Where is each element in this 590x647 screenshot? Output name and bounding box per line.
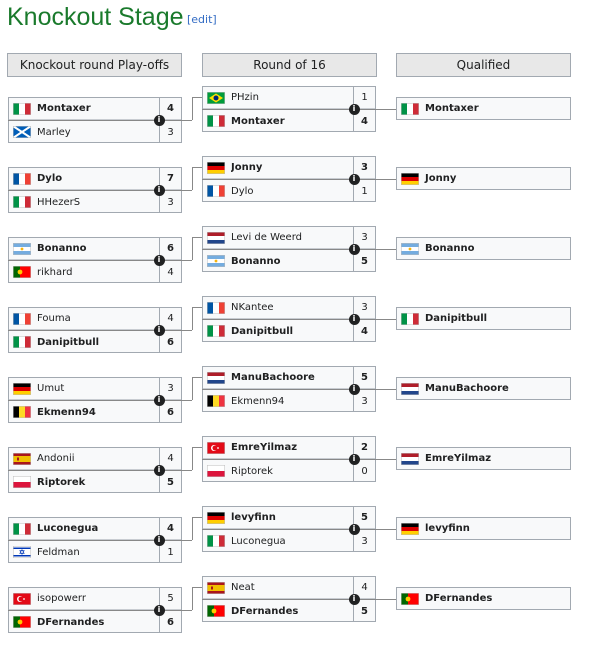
poland-flag-icon <box>13 476 31 488</box>
player-score: 4 <box>159 448 181 469</box>
connector-line <box>192 587 193 610</box>
france-flag-icon <box>13 173 31 185</box>
france-flag-icon <box>207 185 225 197</box>
connector-line <box>192 377 193 400</box>
portugal-flag-icon <box>401 593 419 605</box>
connector-line <box>192 167 193 190</box>
connector-line <box>192 447 202 448</box>
player-name[interactable]: Riptorek <box>231 465 273 477</box>
edit-link[interactable]: [edit] <box>187 13 217 26</box>
player-score: 3 <box>159 121 181 143</box>
netherlands-flag-icon <box>401 453 419 465</box>
turkey-flag-icon <box>13 593 31 605</box>
team-row <box>203 320 375 342</box>
player-score: 3 <box>353 390 375 412</box>
player-score: 4 <box>353 110 375 132</box>
qualified-team <box>396 447 571 470</box>
player-score: 1 <box>353 180 375 202</box>
player-name[interactable]: Feldman <box>37 546 80 558</box>
match-info-icon[interactable]: i <box>154 605 165 616</box>
portugal-flag-icon <box>13 616 31 628</box>
italy-flag-icon <box>13 103 31 115</box>
qualified-player-name[interactable]: Montaxer <box>425 103 479 114</box>
netherlands-flag-icon <box>207 232 225 244</box>
player-name[interactable]: NKantee <box>231 302 274 313</box>
player-name[interactable]: Andonii <box>37 453 75 464</box>
qualified-player-name[interactable]: EmreYilmaz <box>425 453 492 464</box>
brazil-flag-icon <box>207 92 225 104</box>
player-score: 0 <box>353 460 375 482</box>
france-flag-icon <box>207 302 225 314</box>
player-score: 3 <box>353 530 375 552</box>
player-score: 5 <box>353 507 375 528</box>
israel-flag-icon <box>13 546 31 558</box>
argentina-flag-icon <box>207 255 225 267</box>
match-info-icon[interactable]: i <box>349 524 360 535</box>
connector-line <box>192 167 202 168</box>
connector-line <box>376 459 396 460</box>
player-score: 4 <box>353 577 375 598</box>
italy-flag-icon <box>401 103 419 115</box>
scotland-flag-icon <box>13 126 31 138</box>
qualified-team <box>396 307 571 330</box>
player-score: 1 <box>159 541 181 563</box>
qualified-player-name[interactable]: ManuBachoore <box>425 383 509 394</box>
player-score: 4 <box>159 518 181 539</box>
player-score: 3 <box>353 157 375 178</box>
italy-flag-icon <box>13 196 31 208</box>
player-name[interactable]: isopowerr <box>37 593 86 604</box>
match-info-icon[interactable]: i <box>154 465 165 476</box>
player-name[interactable]: EmreYilmaz <box>231 442 298 453</box>
connector-line <box>192 97 193 120</box>
connector-line <box>376 179 396 180</box>
qualified-team <box>396 97 571 120</box>
qualified-player-name[interactable]: Jonny <box>425 173 457 184</box>
qualified-player-name[interactable]: Danipitbull <box>425 313 488 324</box>
belgium-flag-icon <box>207 395 225 407</box>
italy-flag-icon <box>13 523 31 535</box>
match-info-icon[interactable]: i <box>154 115 165 126</box>
team-row <box>203 530 375 552</box>
match-info-icon[interactable]: i <box>349 384 360 395</box>
player-score: 6 <box>159 238 181 259</box>
netherlands-flag-icon <box>401 383 419 395</box>
connector-line <box>182 540 192 541</box>
player-name[interactable]: Fouma <box>37 313 71 324</box>
player-score: 5 <box>353 250 375 272</box>
connector-line <box>192 377 202 378</box>
player-score: 4 <box>353 320 375 342</box>
match-info-icon[interactable]: i <box>349 244 360 255</box>
connector-line <box>182 120 192 121</box>
germany-flag-icon <box>207 162 225 174</box>
team-row <box>203 390 375 412</box>
argentina-flag-icon <box>401 243 419 255</box>
italy-flag-icon <box>207 325 225 337</box>
match-info-icon[interactable]: i <box>154 255 165 266</box>
team-row <box>203 110 375 132</box>
team-row <box>203 250 375 272</box>
connector-line <box>376 389 396 390</box>
connector-line <box>182 190 192 191</box>
match-info-icon[interactable]: i <box>154 325 165 336</box>
connector-line <box>182 400 192 401</box>
player-name[interactable]: Bonanno <box>231 255 281 267</box>
argentina-flag-icon <box>13 243 31 255</box>
player-name[interactable]: DFernandes <box>37 616 105 628</box>
match-info-icon[interactable]: i <box>349 174 360 185</box>
match-info-icon[interactable]: i <box>349 314 360 325</box>
player-name[interactable]: Montaxer <box>231 115 285 127</box>
spain-flag-icon <box>207 582 225 594</box>
connector-line <box>192 237 193 260</box>
connector-line <box>192 517 202 518</box>
player-name[interactable]: levyfinn <box>231 512 276 523</box>
connector-line <box>376 109 396 110</box>
connector-line <box>182 260 192 261</box>
player-name[interactable]: Umut <box>37 383 65 394</box>
connector-line <box>182 470 192 471</box>
connector-line <box>192 517 193 540</box>
poland-flag-icon <box>207 465 225 477</box>
belgium-flag-icon <box>13 406 31 418</box>
player-score: 3 <box>353 227 375 248</box>
player-score: 7 <box>159 168 181 189</box>
player-name[interactable]: HHezerS <box>37 196 81 208</box>
player-name[interactable]: Bonanno <box>37 243 87 254</box>
italy-flag-icon <box>401 313 419 325</box>
connector-line <box>192 307 202 308</box>
germany-flag-icon <box>13 383 31 395</box>
match-info-icon[interactable]: i <box>154 535 165 546</box>
player-score: 6 <box>159 331 181 353</box>
qualified-player-name[interactable]: DFernandes <box>425 593 493 604</box>
germany-flag-icon <box>401 523 419 535</box>
player-name[interactable]: Danipitbull <box>37 336 100 348</box>
player-score: 6 <box>159 611 181 633</box>
player-score: 1 <box>353 87 375 108</box>
connector-line <box>376 249 396 250</box>
player-name[interactable]: Levi de Weerd <box>231 232 302 243</box>
player-score: 2 <box>353 437 375 458</box>
player-score: 6 <box>159 401 181 423</box>
qualified-team <box>396 517 571 540</box>
match-info-icon[interactable]: i <box>154 395 165 406</box>
player-score: 4 <box>159 98 181 119</box>
player-name[interactable]: ManuBachoore <box>231 372 315 383</box>
header-playoffs: Knockout round Play-offs <box>7 53 182 77</box>
page-title: Knockout Stage <box>7 3 184 31</box>
player-name[interactable]: Danipitbull <box>231 325 294 337</box>
connector-line <box>182 330 192 331</box>
qualified-player-name[interactable]: Bonanno <box>425 243 475 254</box>
match-info-icon[interactable]: i <box>349 594 360 605</box>
germany-flag-icon <box>401 173 419 185</box>
connector-line <box>192 587 202 588</box>
qualified-team <box>396 237 571 260</box>
team-row <box>203 460 375 482</box>
team-row <box>203 180 375 202</box>
player-name[interactable]: PHzin <box>231 92 259 103</box>
connector-line <box>376 529 396 530</box>
connector-line <box>376 319 396 320</box>
player-name[interactable]: Ekmenn94 <box>231 395 285 407</box>
italy-flag-icon <box>207 535 225 547</box>
player-name[interactable]: Dylo <box>231 185 254 197</box>
header-round-of-16: Round of 16 <box>202 53 377 77</box>
player-score: 5 <box>353 367 375 388</box>
player-name[interactable]: Ekmenn94 <box>37 406 96 418</box>
player-score: 4 <box>159 261 181 283</box>
match-info-icon[interactable]: i <box>349 104 360 115</box>
italy-flag-icon <box>207 115 225 127</box>
player-score: 3 <box>159 191 181 213</box>
connector-line <box>192 447 193 470</box>
player-score: 5 <box>353 600 375 622</box>
team-row <box>203 600 375 622</box>
player-score: 5 <box>159 588 181 609</box>
portugal-flag-icon <box>207 605 225 617</box>
player-score: 3 <box>353 297 375 318</box>
player-name[interactable]: Dylo <box>37 173 63 184</box>
player-name[interactable]: Riptorek <box>37 476 86 488</box>
netherlands-flag-icon <box>207 372 225 384</box>
qualified-team <box>396 167 571 190</box>
header-qualified: Qualified <box>396 53 571 77</box>
italy-flag-icon <box>13 336 31 348</box>
connector-line <box>376 599 396 600</box>
player-name[interactable]: rikhard <box>37 266 73 278</box>
player-name[interactable]: Jonny <box>231 162 263 173</box>
spain-flag-icon <box>13 453 31 465</box>
player-score: 4 <box>159 308 181 329</box>
match-info-icon[interactable]: i <box>154 185 165 196</box>
qualified-team <box>396 587 571 610</box>
connector-line <box>192 97 202 98</box>
connector-line <box>182 610 192 611</box>
player-score: 3 <box>159 378 181 399</box>
player-name[interactable]: Marley <box>37 126 71 138</box>
player-name[interactable]: Luconegua <box>231 535 286 547</box>
player-name[interactable]: Luconegua <box>37 523 99 534</box>
connector-line <box>192 237 202 238</box>
player-name[interactable]: Neat <box>231 582 255 593</box>
qualified-player-name[interactable]: levyfinn <box>425 523 470 534</box>
player-name[interactable]: DFernandes <box>231 605 299 617</box>
france-flag-icon <box>13 313 31 325</box>
qualified-team <box>396 377 571 400</box>
connector-line <box>192 307 193 330</box>
portugal-flag-icon <box>13 266 31 278</box>
player-score: 5 <box>159 471 181 493</box>
turkey-flag-icon <box>207 442 225 454</box>
germany-flag-icon <box>207 512 225 524</box>
match-info-icon[interactable]: i <box>349 454 360 465</box>
player-name[interactable]: Montaxer <box>37 103 91 114</box>
